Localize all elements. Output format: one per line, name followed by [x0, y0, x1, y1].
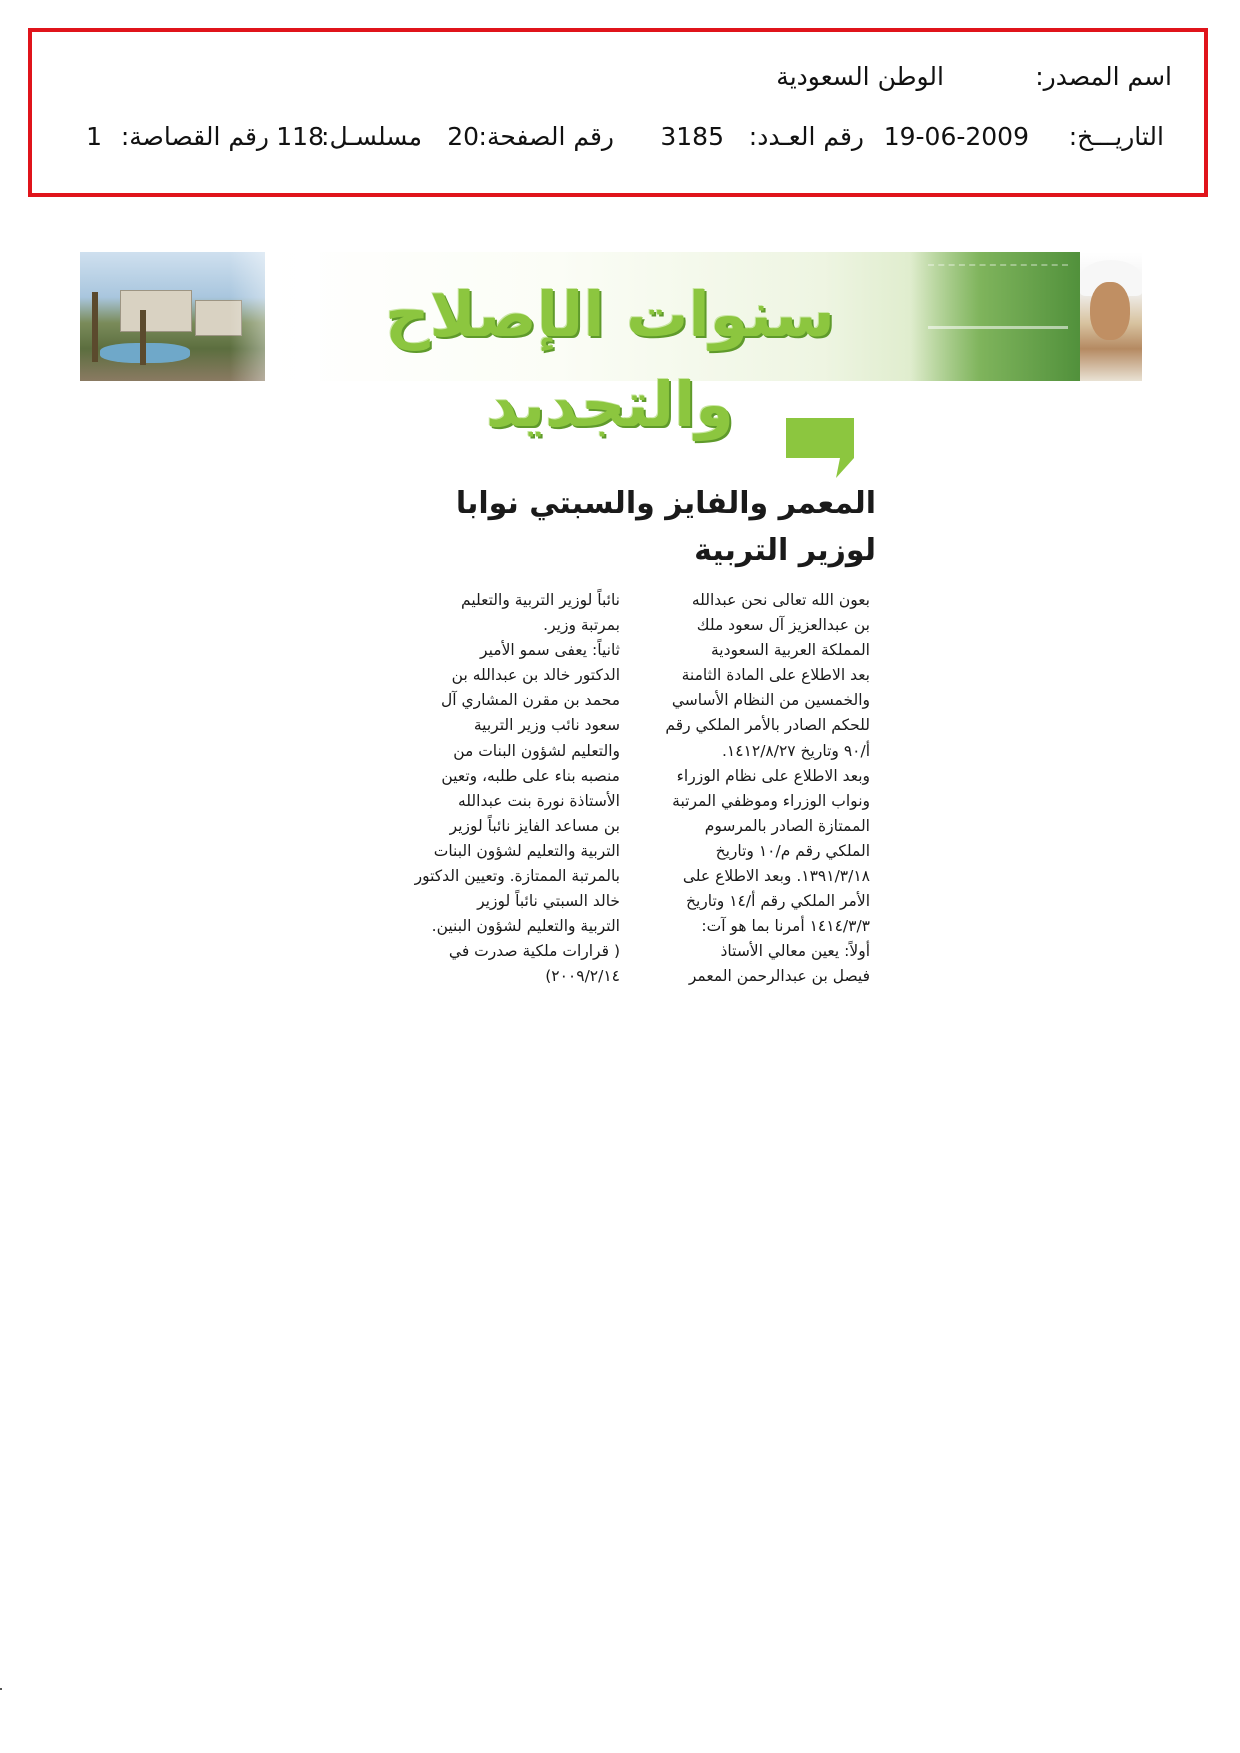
issue-label: رقم العـدد: [748, 122, 864, 151]
text-line: بعد الاطلاع على المادة الثامنة [681, 666, 870, 685]
article-column-left [380, 588, 620, 990]
text-line: الأمر الملكي رقم أ/١٤ وتاريخ [685, 892, 870, 911]
clip-label: رقم القصاصة: [120, 122, 269, 151]
text-line: والخمسين من النظام الأساسي [671, 691, 870, 710]
portrait-photo [1080, 252, 1142, 381]
banner-title: سنوات الإصلاح والتجديد [385, 278, 835, 441]
meta-row-details [32, 122, 1204, 158]
text-line: بن عبدالعزيز آل سعود ملك [696, 616, 870, 635]
text-line: ١٣٩١/٣/١٨. وبعد الاطلاع على [682, 867, 870, 886]
text-line: ونواب الوزراء وموظفي المرتبة [672, 791, 870, 810]
page-label: رقم الصفحة: [478, 122, 614, 151]
source-value: الوطن السعودية [776, 62, 944, 91]
headline-line-2: لوزير التربية [694, 533, 876, 568]
clipping-meta-box [28, 28, 1208, 197]
text-line: أ/٩٠ وتاريخ ١٤١٢/٨/٢٧. [721, 741, 870, 760]
section-banner [80, 252, 1142, 441]
serial-value: 118 [276, 122, 324, 151]
text-line: الملكي رقم م/١٠ وتاريخ [715, 841, 870, 860]
scan-speck [0, 1688, 2, 1690]
text-line: الممتازة الصادر بالمرسوم [704, 816, 870, 835]
text-line: أولاً: يعين معالي الأستاذ [720, 942, 870, 961]
text-line: بن مساعد الفايز نائباً لوزير [449, 816, 620, 835]
article-headline [440, 480, 876, 574]
text-line: والتعليم لشؤون البنات من [453, 741, 620, 760]
serial-label: مسلسـل: [321, 122, 422, 151]
text-line: التربية والتعليم لشؤون البنين. [431, 917, 620, 936]
text-line: فيصل بن عبدالرحمن المعمر [688, 967, 870, 986]
text-line: المملكة العربية السعودية [710, 641, 870, 660]
meta-row-source [32, 62, 1204, 98]
text-line: ١٤١٤/٣/٣ أمرنا بما هو آت: [701, 917, 870, 936]
text-line: للحكم الصادر بالأمر الملكي رقم [665, 716, 870, 735]
text-line: الأستاذة نورة بنت عبدالله [457, 791, 620, 810]
text-line: محمد بن مقرن المشاري آل [440, 691, 620, 710]
date-label: التاريـــخ: [1068, 122, 1164, 151]
banner-fade [230, 252, 320, 381]
green-quote-icon [784, 418, 854, 480]
headline-line-1: المعمر والفايز والسبتي نوابا [455, 486, 876, 521]
saudi-flag-graphic [910, 252, 1085, 381]
text-line: وبعد الاطلاع على نظام الوزراء [676, 766, 870, 785]
clip-value: 1 [86, 122, 102, 151]
text-line: نائباً لوزير التربية والتعليم [461, 591, 620, 609]
text-line: بعون الله تعالى نحن عبدالله [691, 591, 870, 609]
text-line: خالد السبتي نائباً لوزير [477, 892, 620, 911]
text-line: الدكتور خالد بن عبدالله بن [451, 666, 620, 685]
page-value: 20 [447, 122, 479, 151]
article-column-right [630, 588, 870, 990]
date-value: 19-06-2009 [883, 122, 1029, 151]
text-line: منصبه بناء على طلبه، وتعين [441, 766, 620, 785]
text-line: بمرتبة وزير. [543, 616, 620, 635]
source-label: اسم المصدر: [1035, 62, 1172, 91]
text-line: ثانياً: يعفى سمو الأمير [480, 641, 620, 660]
text-line: بالمرتبة الممتازة. وتعيين الدكتور [414, 867, 620, 886]
issue-value: 3185 [660, 122, 724, 151]
text-line: سعود نائب وزير التربية [473, 716, 620, 735]
text-line: ٢٠٠٩/٢/١٤) [545, 967, 620, 986]
text-line: ( قرارات ملكية صدرت في [448, 942, 620, 961]
text-line: التربية والتعليم لشؤون البنات [433, 841, 620, 860]
